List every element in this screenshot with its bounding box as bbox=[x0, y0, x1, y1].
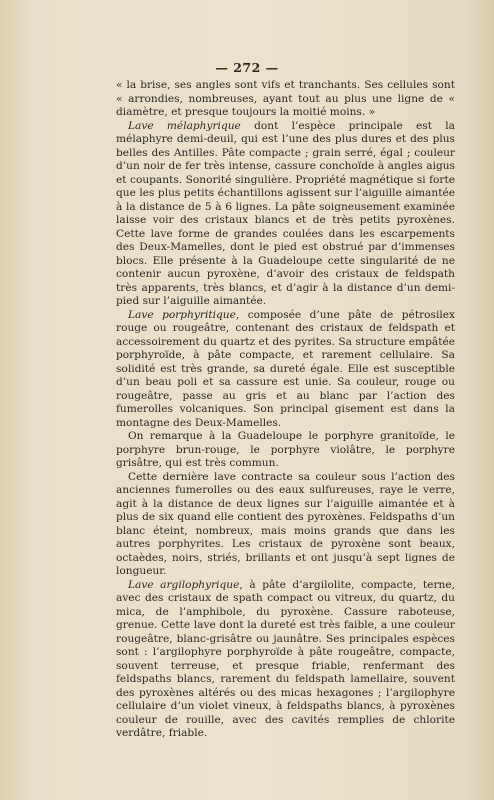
body-text bbox=[116, 79, 455, 741]
paragraph-lave-argilophyrique bbox=[116, 579, 455, 741]
paragraph-text: , à pâte d’argilolite, compacte, terne, avec des cristaux de spath compact ou vitreux, du quartz, du mica, de l’amphibole, du pyroxène. Cassure raboteuse, grenue. Cette lave dont la dureté est très faible, a une couleur rougeâtre, blanc-grisâtre ou jaunâtre. Ses principales espèces sont : l’argilophyre porphyroïde à pâte rougeâtre, compacte, souvent terreuse, et presque friable, renfermant des feldspaths blancs, rarement du feldspath lamellaire, souvent des pyroxènes altérés ou des micas hexagones ; l’argilophyre cellulaire d’un violet vineux, à feldspaths blancs, à pyroxènes couleur de rouille, avec des cavités remplies de chlorite verdâtre, friable. bbox=[116, 578, 455, 739]
paragraph-text: Cette dernière lave contracte sa couleur sous l’action des anciennes fumerolles ou des eaux sulfureuses, raye le verre, agit à la distance de deux lignes sur l’aiguille aimantée et à plus de six quand elle contient des pyroxènes. Feldspaths d’un blanc éteint, nombreux, mais moins grands que dans les autres porphyrites. Les cristaux de pyroxène sont beaux, octaèdes, noirs, striés, brillants et ont jusqu’à sept lignes de longueur. bbox=[116, 470, 455, 577]
paragraph-text: , composée d’une pâte de pétrosilex rouge ou rougeâtre, contenant des cristaux de feldspath et accessoirement du quartz et des pyrites. Sa structure empâtée porphyroïde, à pâte compacte, et rarement cellulaire. Sa solidité est très grande, sa dureté égale. Elle est susceptible d’un beau poli et sa cassure est unie. Sa couleur, rouge ou rougeâtre, passe au gris et au blanc par l’action des fumerolles volcaniques. Son principal gisement est dans la montagne des Deux-Mamelles. bbox=[116, 308, 455, 429]
paragraph-text: dont l’espèce principale est la mélaphyre demi-deuil, qui est l’une des plus dures et des plus belles des Antilles. Pâte compacte ; grain serré, égal ; couleur d’un noir de fer très intense, cassure conchoïde à angles aigus et coupants. Sonorité singulière. Propriété magnétique si forte que les plus petits échantillons agissent sur l’aiguille aimantée à la distance de 5 à 6 lignes. La pâte soigneusement examinée laisse voir des cristaux blancs et de très petits pyroxènes. Cette lave forme de grandes coulées dans les escarpements des Deux-Mamelles, dont le pied est obstrué par d’immenses blocs. Elle présente à la Guadeloupe cette singularité de ne contenir aucun pyroxène, d’avoir des cristaux de feldspath très apparents, très blancs, et d’agir à la distance d’un demi-pied sur l’aiguille aimantée. bbox=[116, 119, 455, 307]
paragraph-guadeloupe-porphyres bbox=[116, 430, 455, 471]
paragraph-text: « la brise, ses angles sont vifs et tranchants. Ses cellules sont « arrondies, nombreuses, ayant tout au plus une ligne de « diamètre, et presque toujours la moitié moins. » bbox=[116, 79, 455, 118]
lava-name: Lave porphyritique bbox=[128, 308, 236, 321]
paragraph-text: On remarque à la Guadeloupe le porphyre granitoïde, le porphyre brun-rouge, le porphyre violâtre, le porphyre grisâtre, qui est très commun. bbox=[116, 430, 455, 469]
paragraph-derniere-lave bbox=[116, 471, 455, 579]
paragraph-quote-end bbox=[116, 79, 455, 120]
paragraph-lave-melaphyrique bbox=[116, 120, 455, 309]
paragraph-lave-porphyritique bbox=[116, 309, 455, 431]
lava-name: Lave mélaphyrique bbox=[128, 119, 241, 132]
page-number: — 272 — bbox=[215, 60, 279, 75]
lava-name: Lave argilophyrique bbox=[128, 578, 240, 591]
